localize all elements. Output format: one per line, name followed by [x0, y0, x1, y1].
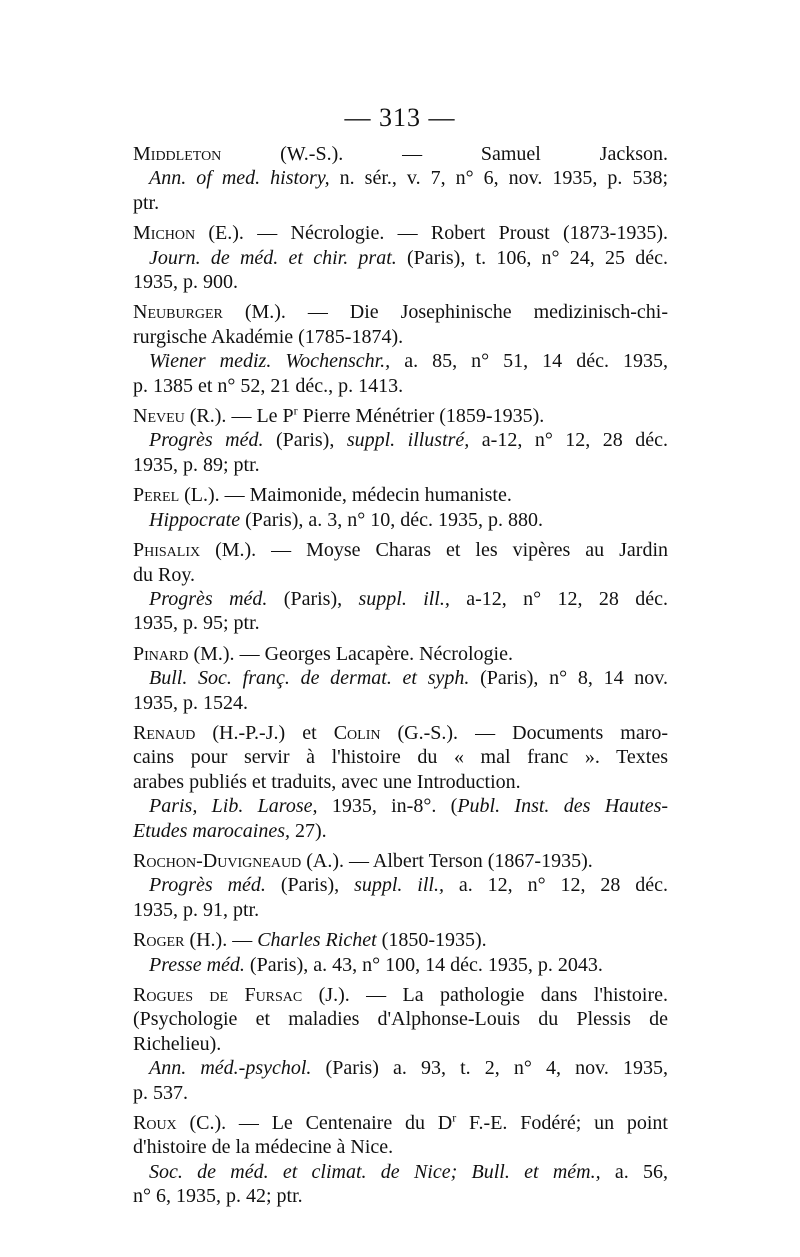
bibliography-entry	[133, 300, 668, 398]
entry-author: Rogues de Fursac (J.).	[133, 984, 350, 1006]
entry-publication-series: Publ. Inst. des Hautes-	[457, 795, 669, 818]
entry-publication-details: (Paris), a. 43, n° 100, 14 déc. 1935, p. 2043.	[249, 953, 603, 976]
bibliography-entry	[133, 221, 668, 294]
entry-publication-continued: 1935, p. 91, ptr.	[133, 898, 260, 921]
entry-author: Roux (C.).	[133, 1112, 227, 1135]
bibliography-entry	[133, 1111, 668, 1209]
entry-title	[231, 405, 544, 427]
entry-title: — Documents maro-	[475, 721, 669, 744]
entry-publication-continued: 1935, p. 89; ptr.	[133, 453, 260, 476]
entry-title-dates: (1850-1935).	[381, 929, 487, 952]
entry-title-superscript: r	[452, 1110, 457, 1125]
entry-author: Renaud (H.-P.-J.)	[133, 721, 286, 744]
entry-publication-place: (Paris),	[283, 587, 343, 610]
entry-publication: Progrès méd.	[149, 874, 266, 897]
entry-publication-supplement: suppl. ill.,	[358, 587, 450, 610]
entry-publication-details: (Paris), n° 8, 14 nov.	[480, 667, 668, 690]
bibliography-entry	[133, 849, 668, 922]
entry-publication: Journ. de méd. et chir. prat.	[149, 246, 397, 269]
entry-author: Neveu (R.).	[133, 405, 227, 428]
bibliography-list	[133, 142, 668, 1215]
entry-publication-supplement: suppl. ill.,	[354, 874, 444, 897]
entry-publication: Ann. of med. history,	[149, 167, 330, 190]
entry-title-superscript: r	[293, 403, 298, 418]
entry-publication-continued: 27).	[295, 819, 327, 842]
entry-title-suffix: F.-E. Fodéré; un point	[456, 1112, 668, 1135]
entry-publication: Ann. méd.-psychol.	[149, 1057, 312, 1080]
bibliography-entry	[133, 538, 668, 636]
entry-publication-details: (Paris) a. 93, t. 2, n° 4, nov. 1935,	[325, 1057, 668, 1080]
entry-publication-continued: 1935, p. 900.	[133, 271, 238, 294]
entry-publication-place: (Paris),	[276, 429, 335, 452]
entry-author-joiner: et	[302, 721, 317, 744]
entry-publication-details	[332, 795, 668, 817]
entry-author: Pinard (M.).	[133, 642, 235, 665]
entry-title	[239, 1112, 668, 1134]
entry-title-suffix: Pierre Ménétrier (1859-1935).	[297, 405, 545, 428]
entry-publication-details: a. 12, n° 12, 28 déc.	[458, 874, 669, 897]
entry-publication-continued: ptr.	[133, 191, 160, 214]
entry-publication-series-continued: Etudes marocaines,	[133, 819, 291, 842]
entry-publication: Paris, Lib. Larose,	[149, 795, 318, 818]
entry-publication-details: a-12, n° 12, 28 déc.	[481, 429, 669, 452]
entry-publication-place: (Paris),	[280, 874, 340, 897]
bibliography-entry	[133, 142, 668, 215]
entry-publication: Wiener mediz. Wochenschr.,	[149, 350, 391, 373]
entry-title-dash: —	[232, 929, 253, 952]
entry-author: Michon (E.).	[133, 222, 244, 245]
entry-author: Rochon-Duvigneaud (A.).	[133, 849, 344, 872]
entry-publication-continued: p. 537.	[133, 1081, 188, 1104]
entry-publication-continued: 1935, p. 95; ptr.	[133, 612, 260, 635]
entry-title-prefix: — Le Centenaire du D	[238, 1112, 453, 1135]
entry-publication: Hippocrate	[149, 508, 241, 531]
entry-title-continued: (Psychologie et maladies d'Alphonse-Louis du Plessis de	[133, 1008, 668, 1031]
entry-title-continued-2: arabes publiés et traduits, avec une Introduction.	[133, 770, 521, 793]
entry-author: Middleton (W.-S.).	[133, 143, 344, 165]
entry-publication-details: a. 85, n° 51, 14 déc. 1935,	[404, 350, 668, 373]
entry-publication-continued: 1935, p. 1524.	[133, 691, 248, 714]
page-number: — 313 —	[344, 103, 456, 132]
entry-publication-details: n. sér., v. 7, n° 6, nov. 1935, p. 538;	[339, 167, 668, 190]
entry-publication-continued: n° 6, 1935, p. 42; ptr.	[133, 1185, 303, 1208]
entry-coauthor: Colin (G.-S.).	[333, 721, 459, 744]
entry-author: Roger (H.).	[133, 929, 228, 952]
entry-title-continued: rurgische Akadémie (1785-1874).	[133, 325, 404, 348]
entry-title: Charles Richet	[257, 929, 377, 952]
entry-title-continued: d'histoire de la médecine à Nice.	[133, 1136, 394, 1159]
bibliography-entry	[133, 721, 668, 843]
entry-title: — Samuel Jackson.	[402, 143, 668, 165]
entry-publication: Bull. Soc. franç. de dermat. et syph.	[149, 667, 470, 690]
entry-publication-details: (Paris), t. 106, n° 24, 25 déc.	[407, 246, 668, 269]
entry-title: — Die Josephinische medizinisch-chi-	[307, 301, 668, 324]
entry-title-continued: cains pour servir à l'histoire du « mal franc ». Textes	[133, 746, 668, 769]
entry-title: — Georges Lacapère. Nécrologie.	[239, 642, 513, 665]
entry-author: Perel (L.).	[133, 484, 220, 507]
entry-publication: Presse méd.	[149, 953, 245, 976]
bibliography-entry	[133, 983, 668, 1105]
entry-publication: Progrès méd.	[149, 429, 264, 452]
entry-title: — Albert Terson (1867-1935).	[348, 849, 593, 872]
entry-author: Neuburger (M.).	[133, 301, 286, 324]
entry-title-continued-2: Richelieu).	[133, 1032, 222, 1055]
entry-publication-continued: p. 1385 et n° 52, 21 déc., p. 1413.	[133, 374, 404, 397]
entry-title: — La pathologie dans l'histoire.	[366, 984, 668, 1006]
entry-publication-details: a-12, n° 12, 28 déc.	[466, 587, 669, 610]
entry-title-continued: du Roy.	[133, 563, 196, 586]
bibliography-entry	[133, 483, 668, 532]
entry-author: Phisalix (M.).	[133, 539, 257, 562]
entry-publication-details: a. 56,	[614, 1160, 668, 1183]
entry-publication-format: 1935, in-8°. (	[331, 795, 458, 818]
entry-publication-details: (Paris), a. 3, n° 10, déc. 1935, p. 880.	[245, 508, 544, 531]
entry-title-prefix: — Le P	[231, 405, 294, 428]
entry-title: — Nécrologie. — Robert Proust (1873-1935).	[257, 222, 668, 245]
entry-publication-supplement: suppl. illustré,	[346, 429, 470, 452]
entry-title: — Maimonide, médecin humaniste.	[224, 484, 512, 507]
entry-publication: Progrès méd.	[149, 587, 268, 610]
entry-publication: Soc. de méd. et climat. de Nice; Bull. et mém.,	[149, 1160, 601, 1183]
bibliography-entry	[133, 404, 668, 477]
bibliography-entry	[133, 642, 668, 715]
entry-title: — Moyse Charas et les vipères au Jardin	[271, 539, 669, 562]
bibliography-entry	[133, 928, 668, 977]
